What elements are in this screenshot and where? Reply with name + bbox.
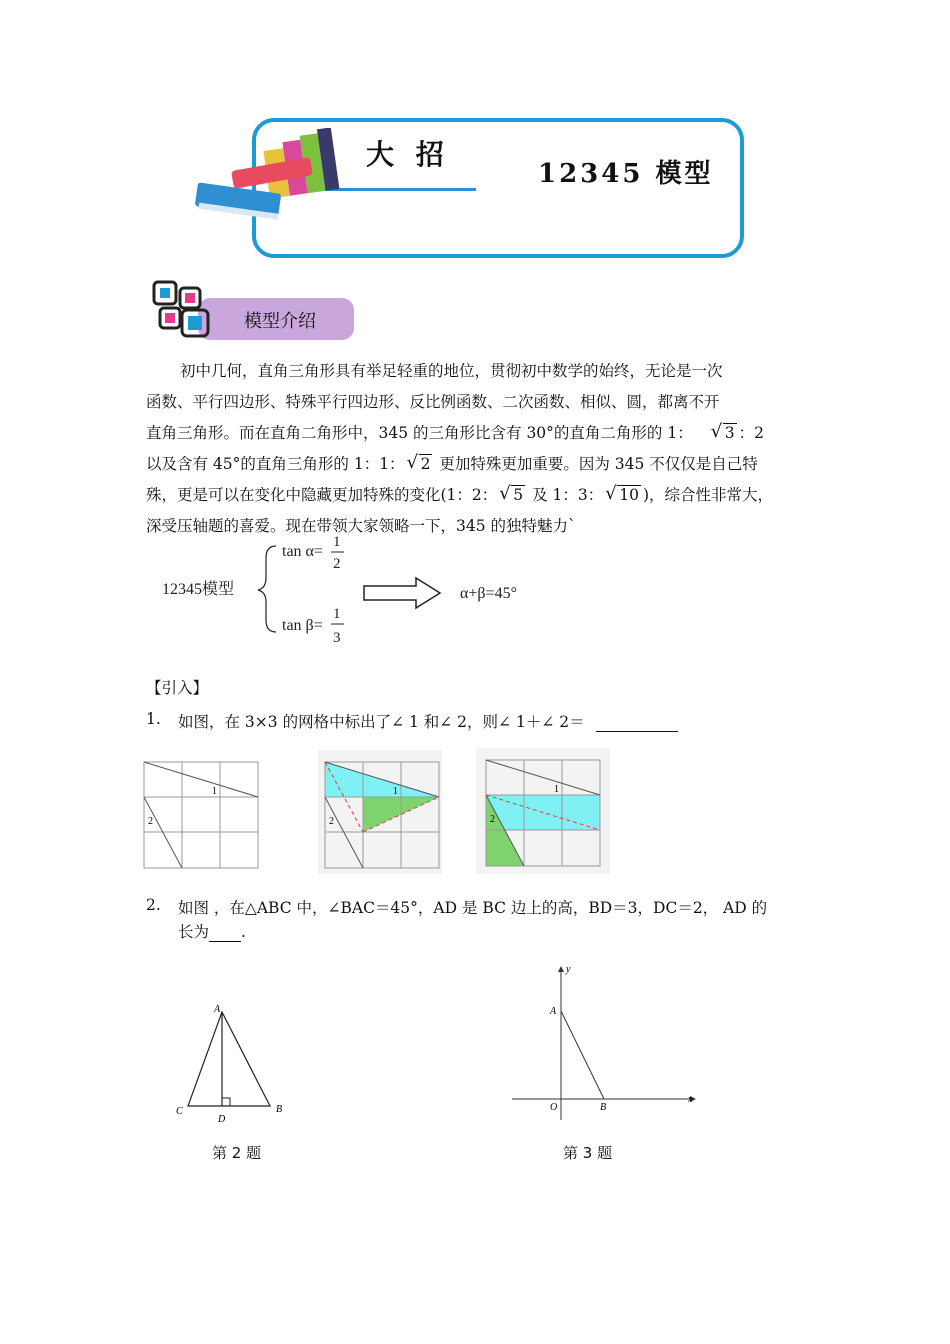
implies-arrow-icon <box>364 578 440 608</box>
squares-icon <box>154 282 208 336</box>
point-a-label: A <box>550 1006 557 1017</box>
q2-text: 如图 ，在△ABC 中，∠BAC＝45°，AD 是 BC 边上的高，BD＝3，DC＝2， AD 的 <box>178 899 768 917</box>
svg-text:1: 1 <box>554 784 559 795</box>
vertex-a-label: A <box>214 1004 221 1015</box>
intro-line: 直角三角形。而在直角二角形中，345 的三角形比含有 30°的直角二角形的 1： √ 3 ：2 <box>146 421 764 442</box>
intro-line: 殊，更是可以在变化中隐藏更加特殊的变化(1：2： √ 5 及 1：3： √ 10 )，综合性非常大， <box>146 483 774 504</box>
section-title: 模型介绍 <box>244 311 316 332</box>
intro-line: 深受压轴题的喜爱。现在带领大家领略一下，345 的独特魅力` <box>146 517 576 535</box>
q2-number: 2. <box>146 896 161 914</box>
model-result: α+β=45° <box>460 585 517 602</box>
banner-subtitle: 12345 模型 <box>538 159 714 189</box>
vertex-d-label: D <box>218 1114 226 1125</box>
intro-line: 以及含有 45°的直角三角形的 1：1： √ 2 更加特殊更加重要。因为 345 不仅仅是自己特 <box>146 452 758 473</box>
q1-solution-figure-2 <box>476 748 610 874</box>
angle-1-label: 1 <box>212 786 217 797</box>
svg-text:1: 1 <box>393 786 398 797</box>
q1-number: 1. <box>146 710 161 728</box>
vertex-b-label: B <box>276 1104 283 1115</box>
svg-text:2: 2 <box>490 814 495 825</box>
tan-beta-num: 1 <box>333 606 341 622</box>
point-b-label: B <box>600 1102 607 1113</box>
tan-beta-den: 3 <box>333 630 341 646</box>
triangle-figure <box>170 1000 290 1126</box>
angle-2-label: 2 <box>148 816 153 827</box>
q2-text-line2: 长为 . <box>178 923 246 941</box>
q1-solution-figure-1 <box>318 750 442 874</box>
q1-grid-figure <box>142 760 260 870</box>
brace <box>258 546 276 632</box>
figure-3-caption: 第 3 题 <box>563 1144 613 1162</box>
tan-beta-label: tan β= <box>282 617 323 634</box>
intro-line: 函数、平行四边形、特殊平行四边形、反比例函数、二次函数、相似、圆，都离不开 <box>146 393 720 411</box>
tan-alpha-num: 1 <box>333 534 341 550</box>
q1-text: 如图，在 3×3 的网格中标出了∠ 1 和∠ 2，则∠ 1＋∠ 2＝ <box>178 710 678 732</box>
svg-text:2: 2 <box>329 816 334 827</box>
model-diagram <box>150 528 570 652</box>
intro-tag: 【引入】 <box>146 679 209 697</box>
banner-title: 大 招 <box>366 138 450 171</box>
tan-alpha-den: 2 <box>333 556 341 572</box>
intro-paragraph <box>146 356 818 542</box>
figure-2-caption: 第 2 题 <box>212 1144 262 1162</box>
model-name: 12345模型 <box>162 581 235 598</box>
coordinate-figure <box>506 960 702 1122</box>
x-axis-label: x <box>688 1094 693 1105</box>
tan-alpha-label: tan α= <box>282 543 323 560</box>
intro-line: 初中几何，直角三角形具有举足轻重的地位，贯彻初中数学的始终，无论是一次 <box>180 362 723 380</box>
vertex-c-label: C <box>176 1106 183 1117</box>
y-axis-label: y <box>566 964 571 975</box>
origin-label: O <box>550 1102 558 1113</box>
